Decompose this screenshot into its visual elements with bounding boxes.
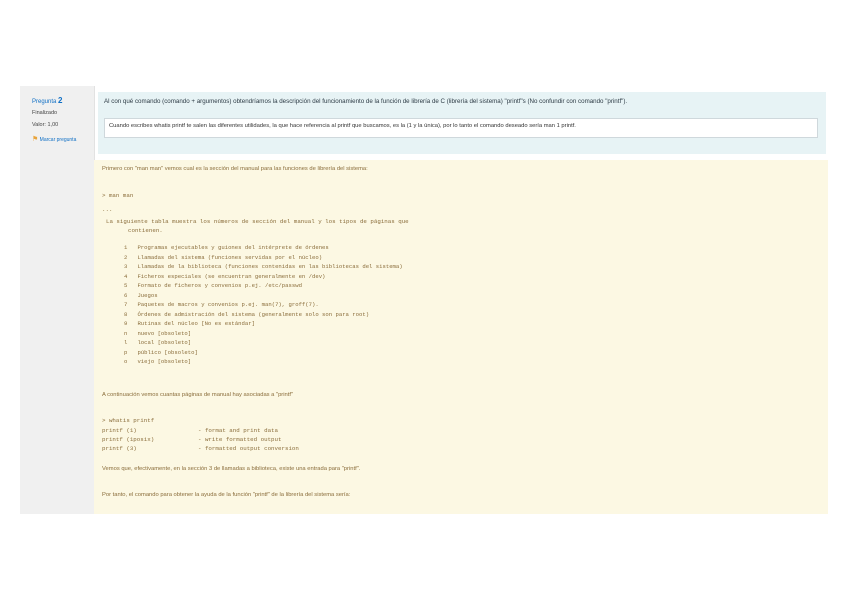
whatis-entry-description: - write formatted output xyxy=(198,436,282,443)
spacer xyxy=(127,301,137,308)
feedback-dots: ... xyxy=(102,206,113,213)
whatis-entry-name: printf (3) xyxy=(102,445,137,452)
flag-question-label: Marcar pregunta xyxy=(39,137,77,143)
whatis-entry-description: - formatted output conversion xyxy=(198,445,299,452)
manual-section-description: Programas ejecutables y guiones del intérprete de órdenes xyxy=(137,244,329,251)
manual-section-description: Juegos xyxy=(137,291,158,299)
manual-section-description: Rutinas del núcleo [No es estándar] xyxy=(137,320,255,327)
flag-icon: ⚑ xyxy=(32,136,39,143)
manual-section-number: 2 xyxy=(124,253,128,261)
whatis-output-row xyxy=(102,445,299,452)
whatis-output-row xyxy=(102,427,278,434)
manual-section-row xyxy=(124,244,329,251)
spacer xyxy=(127,330,137,337)
manual-section-row xyxy=(124,263,403,270)
manual-section-row xyxy=(124,254,322,261)
feedback-continue-text: A continuación vemos cuantas páginas de manual hay asociadas a "printf" xyxy=(102,392,294,398)
whatis-entry-name: printf (1posix) xyxy=(102,436,155,443)
manual-section-row xyxy=(124,358,191,365)
manual-section-number: 4 xyxy=(124,272,128,280)
question-box xyxy=(98,92,826,154)
sections-intro-line2: contienen. xyxy=(128,227,163,234)
whatis-output-row xyxy=(102,436,282,443)
spacer xyxy=(127,358,137,365)
question-text: Al con qué comando (comando + argumentos) obtendríamos la descripción del funcionamiento de la función de librería de C (librería del sistema) "printf"s (No confundir con comando "printf"). xyxy=(104,98,628,105)
manual-section-description: Paquetes de macros y convenios p.ej. man(7), groff(7). xyxy=(137,301,319,308)
manual-section-row xyxy=(124,349,198,356)
question-label: Pregunta xyxy=(32,99,57,105)
spacer xyxy=(127,292,137,299)
whatis-entry-name: printf (1) xyxy=(102,427,137,434)
question-container xyxy=(20,86,828,514)
feedback-intro: Primero con "man man" vemos cual es la sección del manual para las funciones de librería del sistema: xyxy=(102,166,368,172)
question-state: Finalizado xyxy=(32,110,58,116)
flag-question-link[interactable] xyxy=(32,136,76,144)
feedback-command-whatis: > whatis printf xyxy=(102,417,155,424)
manual-section-number: o xyxy=(124,358,128,365)
manual-section-number: n xyxy=(124,329,128,337)
question-number-value: 2 xyxy=(58,96,63,105)
feedback-final: Por tanto, el comando para obtener la ayuda de la función "printf" de la librería del sistema sería: xyxy=(102,492,351,498)
question-number xyxy=(32,96,62,105)
question-grade: Valor: 1,00 xyxy=(32,122,59,128)
spacer xyxy=(127,254,137,261)
sections-intro-line1: La siguiente tabla muestra los números de sección del manual y los tipos de páginas que xyxy=(106,218,409,225)
manual-section-number: l xyxy=(124,339,128,346)
feedback-command-man: > man man xyxy=(102,192,134,199)
spacer xyxy=(127,349,137,356)
manual-section-description: viejo [obsoleto] xyxy=(137,358,192,365)
manual-section-number: p xyxy=(124,348,128,356)
manual-section-row xyxy=(124,282,302,289)
manual-section-number: 1 xyxy=(124,244,128,251)
whatis-entry-description: - format and print data xyxy=(198,427,279,434)
spacer xyxy=(127,282,137,289)
manual-section-row xyxy=(124,320,255,327)
feedback-conclusion: Vemos que, efectivamente, en la sección 3 de llamadas a biblioteca, existe una entrada para "printf". xyxy=(102,466,361,472)
manual-section-row xyxy=(124,311,369,318)
spacer xyxy=(127,339,137,346)
manual-section-number: 5 xyxy=(124,282,128,289)
manual-section-number: 9 xyxy=(124,320,128,327)
manual-section-description: nuevo [obsoleto] xyxy=(137,329,192,337)
spacer xyxy=(127,263,137,270)
spacer xyxy=(127,320,137,327)
spacer xyxy=(127,244,137,251)
manual-section-row xyxy=(124,301,319,308)
question-info-sidebar xyxy=(20,86,95,514)
feedback-panel xyxy=(94,160,828,514)
manual-section-description: Llamadas de la biblioteca (funciones contenidas en las bibliotecas del sistema) xyxy=(137,263,403,270)
manual-section-description: público [obsoleto] xyxy=(137,348,198,356)
manual-section-row xyxy=(124,273,325,280)
answer-field[interactable]: Cuando escribes whatis printf te salen las diferentes utilidades, la que hace referencia al printf que buscamos, es la (1 y la única), por lo tanto el comando deseado sería man 1 printf. xyxy=(104,118,818,138)
manual-section-description: Formato de ficheros y convenios p.ej. /etc/passwd xyxy=(137,282,302,289)
manual-section-number: 6 xyxy=(124,291,128,299)
manual-section-row xyxy=(124,330,191,337)
manual-section-description: local [obsoleto] xyxy=(137,339,192,346)
manual-section-number: 8 xyxy=(124,310,128,318)
manual-section-number: 7 xyxy=(124,301,128,308)
manual-section-row xyxy=(124,292,158,299)
manual-section-row xyxy=(124,339,191,346)
manual-section-description: Llamadas del sistema (funciones servidas por el núcleo) xyxy=(137,253,323,261)
manual-section-description: Ficheros especiales (se encuentran generalmente en /dev) xyxy=(137,272,326,280)
manual-section-number: 3 xyxy=(124,263,128,270)
spacer xyxy=(127,273,137,280)
spacer xyxy=(127,311,137,318)
manual-section-description: Órdenes de admistración del sistema (generalmente solo son para root) xyxy=(137,310,370,318)
